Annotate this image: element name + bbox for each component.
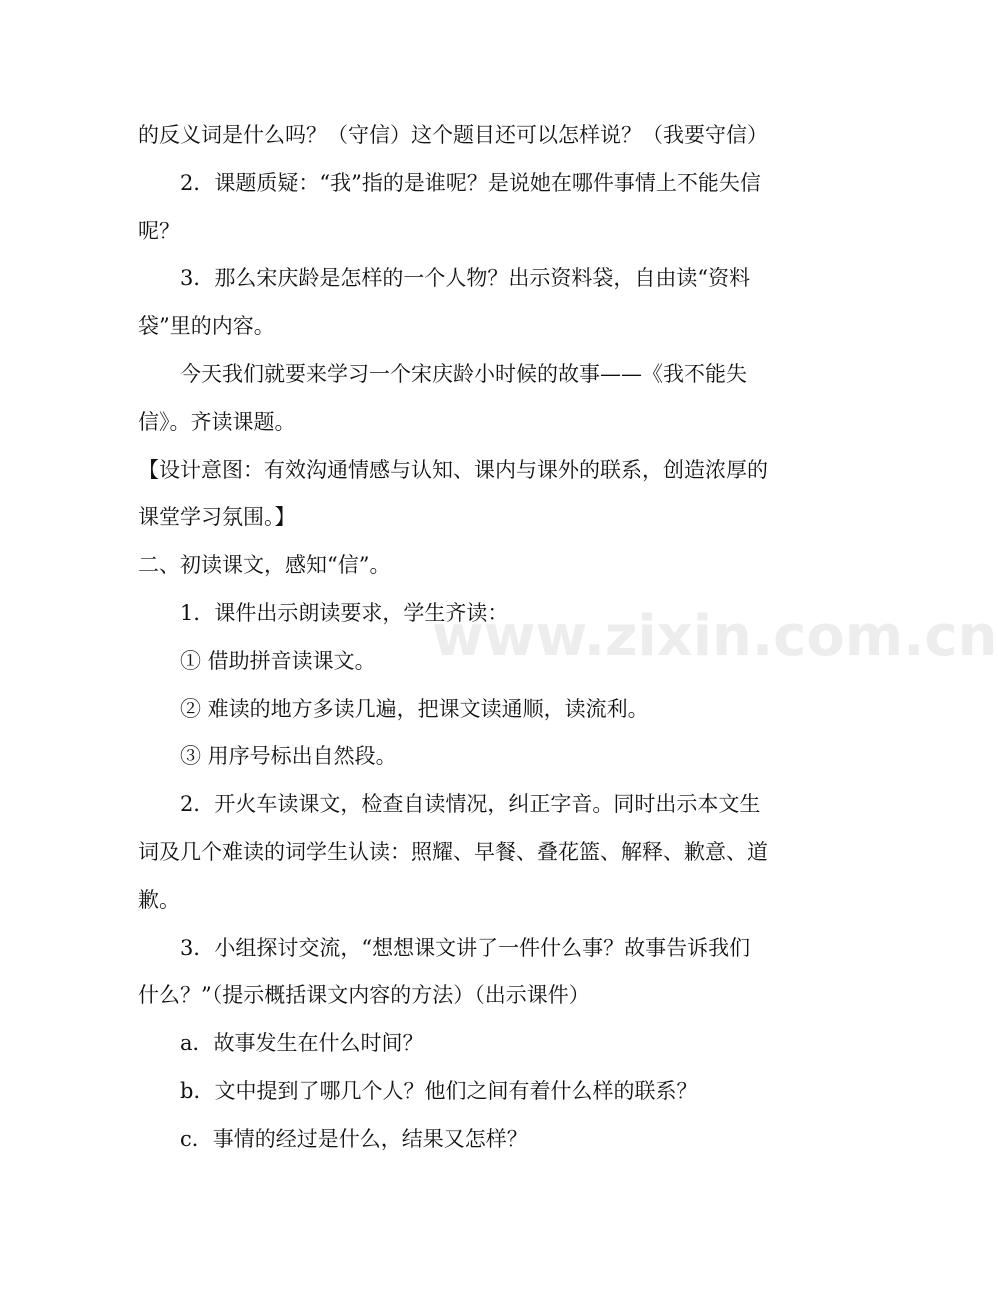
watermark: www.zixin.com.cn (432, 604, 998, 669)
text-line: 今天我们就要来学习一个宋庆龄小时候的故事——《我不能失 (180, 361, 747, 386)
text-line: 3．那么宋庆龄是怎样的一个人物？出示资料袋，自由读“资料 (180, 266, 751, 291)
text-line: 信》。齐读课题。 (138, 409, 296, 434)
text-line: 歉。 (138, 887, 180, 912)
text-line: 2．课题质疑：“我”指的是谁呢？是说她在哪件事情上不能失信 (180, 170, 761, 195)
text-line: 3．小组探讨交流，“想想课文讲了一件什么事？故事告诉我们 (180, 935, 751, 960)
text-line: 2．开火车读课文，检查自读情况，纠正字音。同时出示本文生 (180, 792, 761, 817)
document-body (138, 112, 786, 1164)
text-line: 什么？”（提示概括课文内容的方法）（出示课件） (138, 983, 590, 1008)
text-line: 1．课件出示朗读要求，学生齐读： (180, 600, 509, 625)
list-item: ② 难读的地方多读几遍，把课文读通顺，读流利。 (180, 696, 649, 721)
list-item: c．事情的经过是什么，结果又怎样？ (180, 1126, 528, 1151)
list-item: a．故事发生在什么时间？ (180, 1031, 424, 1056)
design-intent-note: 课堂学习氛围。】 (138, 505, 296, 530)
list-item: b．文中提到了哪几个人？他们之间有着什么样的联系？ (180, 1078, 698, 1103)
design-intent-note: 【设计意图：有效沟通情感与认知、课内与课外的联系，创造浓厚的 (138, 457, 768, 482)
section-heading: 二、初读课文，感知“信”。 (138, 553, 391, 578)
list-item: ③ 用序号标出自然段。 (180, 744, 397, 769)
text-line: 词及几个难读的词学生认读：照耀、早餐、叠花篮、解释、歉意、道 (138, 839, 768, 864)
text-line: 呢？ (138, 218, 180, 243)
text-line: 袋”里的内容。 (138, 314, 275, 339)
list-item: ① 借助拼音读课文。 (180, 648, 376, 673)
text-line: 的反义词是什么吗？（守信）这个题目还可以怎样说？（我要守信） (138, 123, 768, 147)
